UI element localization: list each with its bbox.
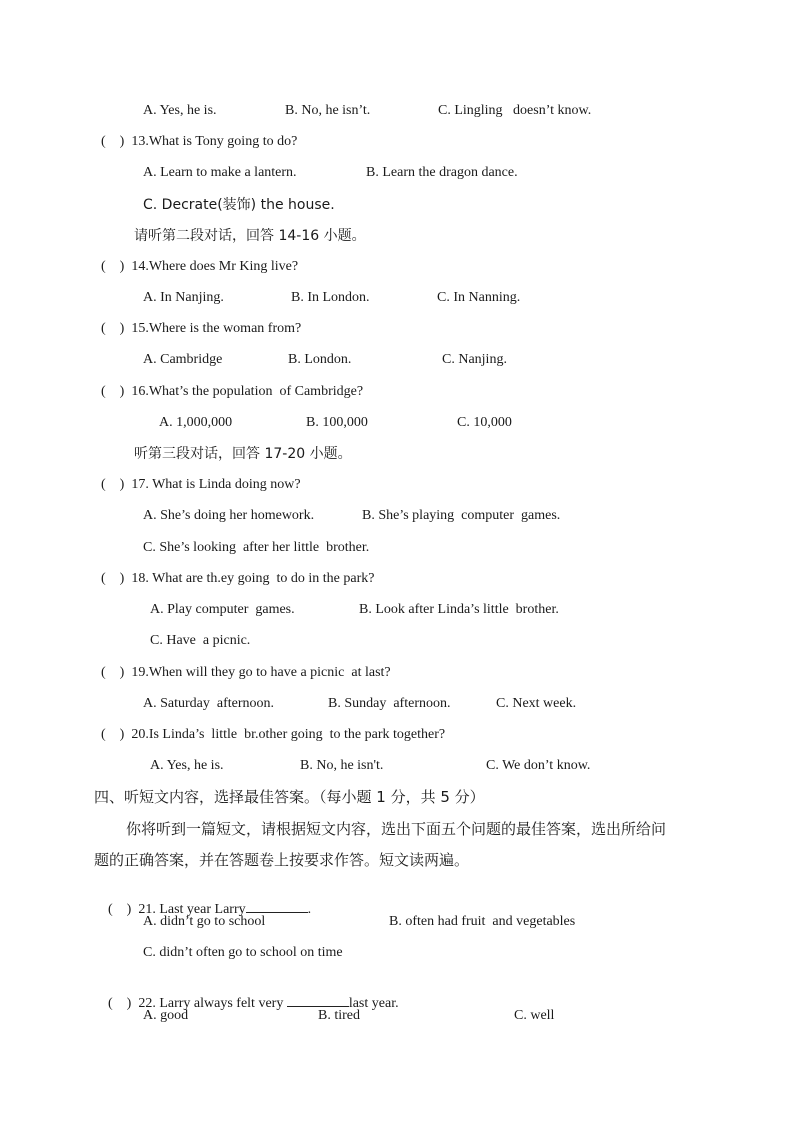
option-c: C. didn’t often go to school on time	[143, 945, 343, 960]
option-a: A. good	[143, 1008, 189, 1023]
option-b: B. tired	[318, 1008, 360, 1023]
section-instruction: 听第三段对话，回答 17-20 小题。	[134, 446, 352, 462]
question-22	[101, 977, 399, 1012]
section-instruction: 请听第二段对话，回答 14-16 小题。	[134, 228, 366, 244]
option-b: B. London.	[288, 352, 352, 367]
question-14: ( ) 14.Where does Mr King live?	[101, 259, 299, 274]
part-heading: 四、听短文内容，选择最佳答案。（每小题 1 分，共 5 分）	[94, 788, 485, 806]
option-a: A. She’s doing her homework.	[143, 508, 315, 523]
answer-blank	[287, 993, 349, 1007]
question-19: ( ) 19.When will they go to have a picnic at last?	[101, 665, 391, 680]
question-text: last year.	[348, 996, 399, 1011]
option-b: B. She’s playing computer games.	[362, 508, 561, 523]
option-a: A. In Nanjing.	[143, 290, 224, 305]
option-a: A. Yes, he is.	[143, 103, 217, 118]
option-a: A. didn’t go to school	[143, 914, 266, 929]
question-16: ( ) 16.What’s the population of Cambridge?	[101, 384, 364, 399]
question-text: .	[307, 902, 312, 917]
question-20: ( ) 20.Is Linda’s little br.other going to the park together?	[101, 727, 446, 742]
option-b: B. In London.	[291, 290, 370, 305]
answer-blank	[246, 899, 308, 913]
instruction-line: 你将听到一篇短文，请根据短文内容，选出下面五个问题的最佳答案，选出所给问	[126, 820, 667, 838]
option-a: A. Cambridge	[143, 352, 223, 367]
question-text: ( ) 22. Larry always felt very	[108, 996, 287, 1011]
instruction-line: 题的正确答案，并在答题卷上按要求作答。短文读两遍。	[94, 851, 470, 869]
option-a: A. Learn to make a lantern.	[143, 165, 297, 180]
option-c: C. Lingling doesn’t know.	[438, 103, 592, 118]
option-b: B. 100,000	[306, 415, 368, 430]
option-c: C. We don’t know.	[486, 758, 591, 773]
option-b: B. Learn the dragon dance.	[366, 165, 518, 180]
option-c: C. well	[514, 1008, 555, 1023]
option-c: C. Nanjing.	[442, 352, 507, 367]
option-b: B. Look after Linda’s little brother.	[359, 602, 559, 617]
option-b: B. No, he isn’t.	[285, 103, 371, 118]
question-21	[101, 883, 311, 918]
option-c: C. In Nanning.	[437, 290, 521, 305]
option-a: A. Yes, he is.	[150, 758, 224, 773]
option-a: A. 1,000,000	[159, 415, 233, 430]
option-a: A. Play computer games.	[150, 602, 295, 617]
option-c: C. Have a picnic.	[150, 633, 251, 648]
question-13: ( ) 13.What is Tony going to do?	[101, 134, 298, 149]
option-c: C. Decrate(装饰) the house.	[143, 197, 335, 213]
question-17: ( ) 17. What is Linda doing now?	[101, 477, 301, 492]
question-text: ( ) 21. Last year Larry	[108, 902, 246, 917]
option-c: C. 10,000	[457, 415, 512, 430]
option-b: B. No, he isn't.	[300, 758, 384, 773]
question-18: ( ) 18. What are th.ey going to do in the park?	[101, 571, 375, 586]
option-a: A. Saturday afternoon.	[143, 696, 275, 711]
option-c: C. She’s looking after her little brother.	[143, 540, 370, 555]
option-c: C. Next week.	[496, 696, 577, 711]
question-15: ( ) 15.Where is the woman from?	[101, 321, 302, 336]
option-b: B. Sunday afternoon.	[328, 696, 451, 711]
option-b: B. often had fruit and vegetables	[389, 914, 576, 929]
